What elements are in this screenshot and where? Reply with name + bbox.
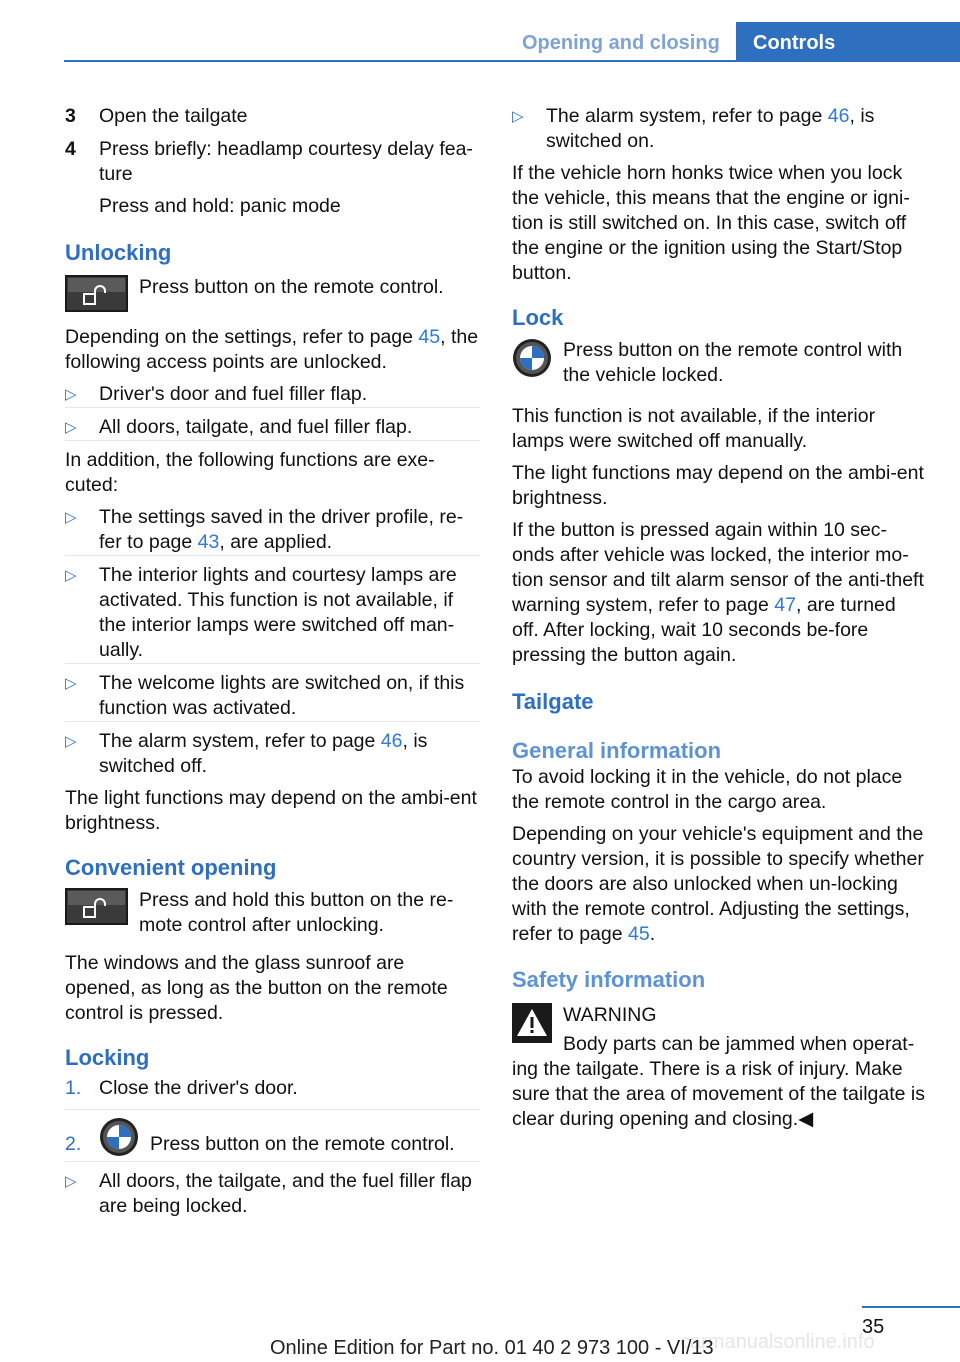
warning-text: Body parts can be jammed when operat‐ing the tailgate. There is a risk of injury. Make sure that the area of movement of the tailgate is clear during opening and closing.◀ <box>512 1033 925 1130</box>
lock-key-row <box>512 338 927 388</box>
heading-unlocking: Unlocking <box>65 240 172 265</box>
watermark: carmanualsonline.info <box>680 1331 875 1353</box>
step-3 <box>65 104 480 129</box>
list-item: ▷ The welcome lights are switched on, if this function was activated. <box>65 671 480 722</box>
step-extra: Press and hold: panic mode <box>99 195 341 217</box>
lock-p2: The light functions may depend on the ambi‐ent brightness. <box>512 462 924 509</box>
right-column <box>512 104 927 1132</box>
triangle-right-icon: ▷ <box>65 675 77 692</box>
page-link-46[interactable]: 46 <box>827 105 850 127</box>
header-section-title: Opening and closing <box>522 32 720 54</box>
page-link-45[interactable]: 45 <box>628 923 650 945</box>
page-number: 35 <box>862 1316 885 1338</box>
triangle-right-icon: ▷ <box>65 509 77 526</box>
page-link-43[interactable]: 43 <box>197 531 220 553</box>
bmw-logo-icon <box>512 338 552 378</box>
step-number: 3 <box>65 105 76 127</box>
general-info-1: To avoid locking it in the vehicle, do not place the remote control in the cargo area. <box>512 766 903 813</box>
footer-edition: Online Edition for Part no. 01 40 2 973 100 - VI/13 <box>270 1337 714 1359</box>
step-number: 2. <box>65 1133 82 1155</box>
general-info-2: Depending on your vehicle's equipment and the country version, it is possible to specify whether the doors are also unlocked when un‐locking with the remote control. Adjusting the settings, refer to page 45. <box>512 823 924 945</box>
locking-step-2 <box>65 1117 480 1162</box>
header-chapter-tab: Controls <box>736 22 960 62</box>
triangle-right-icon: ▷ <box>65 567 77 584</box>
list-item: ▷ The settings saved in the driver profile, re‐fer to page 43, are applied. <box>65 505 480 556</box>
heading-general-information: General information <box>512 738 722 763</box>
unlock-key-text: Press button on the remote control. <box>139 276 444 298</box>
triangle-right-icon: ▷ <box>65 386 77 403</box>
heading-convenient-opening: Convenient opening <box>65 855 277 880</box>
unlock-addition: In addition, the following functions are exe‐cuted: <box>65 449 435 496</box>
triangle-right-icon: ▷ <box>65 733 77 750</box>
unlock-key-icon <box>65 888 128 925</box>
footer-rule <box>862 1306 960 1308</box>
header-rule <box>64 60 960 62</box>
step-4 <box>65 137 480 219</box>
list-item: ▷ The alarm system, refer to page 46, is switched on. <box>512 105 875 152</box>
page-link-45[interactable]: 45 <box>418 326 441 348</box>
list-item: ▷ The alarm system, refer to page 46, is switched off. <box>65 730 428 777</box>
heading-locking: Locking <box>65 1045 150 1070</box>
triangle-right-icon: ▷ <box>65 419 77 436</box>
lock-key-text: Press button on the remote control with the vehicle locked. <box>563 339 903 386</box>
heading-tailgate: Tailgate <box>512 689 594 714</box>
lock-p1: This function is not available, if the interior lamps were switched off manually. <box>512 405 876 452</box>
step-text: Open the tailgate <box>99 105 248 127</box>
step-number: 4 <box>65 138 76 160</box>
triangle-right-icon: ▷ <box>65 1173 77 1190</box>
warning-label: WARNING <box>563 1004 657 1026</box>
convenient-key-row <box>65 888 480 938</box>
page-link-46[interactable]: 46 <box>380 730 403 752</box>
list-item: ▷ All doors, the tailgate, and the fuel filler flap are being locked. <box>65 1170 472 1217</box>
unlock-intro: Depending on the settings, refer to page 45, the following access points are unlocked. <box>65 326 479 373</box>
locking-step-1 <box>65 1076 480 1110</box>
step-text: Close the driver's door. <box>99 1077 298 1099</box>
unlock-key-row <box>65 275 480 312</box>
heading-lock: Lock <box>512 305 564 330</box>
heading-safety-information: Safety information <box>512 967 706 992</box>
step-number: 1. <box>65 1077 82 1099</box>
lock-p3: If the button is pressed again within 10 sec‐onds after vehicle was locked, the interior mo‐tion sensor and tilt alarm sensor of the anti-theft warning system, refer to page 47, are turned off. After locking, wait 10 seconds be‐fore pressing the button again. <box>512 519 924 666</box>
unlock-key-icon <box>65 275 128 312</box>
step-text: Press button on the remote control. <box>150 1133 455 1155</box>
horn-text: If the vehicle horn honks twice when you lock the vehicle, this means that the engine or igni‐tion is still switched on. In this case, switch off the engine or the ignition using the Start/Stop button. <box>512 162 910 284</box>
list-item: ▷ The interior lights and courtesy lamps are activated. This function is not available, if the interior lamps were switched off man‐ually. <box>65 563 480 664</box>
convenient-body: The windows and the glass sunroof are opened, as long as the button on the remote control is pressed. <box>65 952 448 1024</box>
left-column <box>65 104 480 1226</box>
list-item: ▷ Driver's door and fuel filler flap. <box>65 382 480 408</box>
convenient-key-text: Press and hold this button on the re‐mote control after unlocking. <box>139 889 454 936</box>
triangle-right-icon: ▷ <box>512 108 524 125</box>
warning-triangle-icon <box>512 1003 552 1043</box>
list-item: ▷ All doors, tailgate, and fuel filler flap. <box>65 415 480 441</box>
step-text: Press briefly: headlamp courtesy delay fea‐ture <box>99 138 473 185</box>
bmw-logo-icon <box>99 1117 139 1157</box>
unlock-note: The light functions may depend on the ambi‐ent brightness. <box>65 787 477 834</box>
page-link-47[interactable]: 47 <box>774 594 796 616</box>
